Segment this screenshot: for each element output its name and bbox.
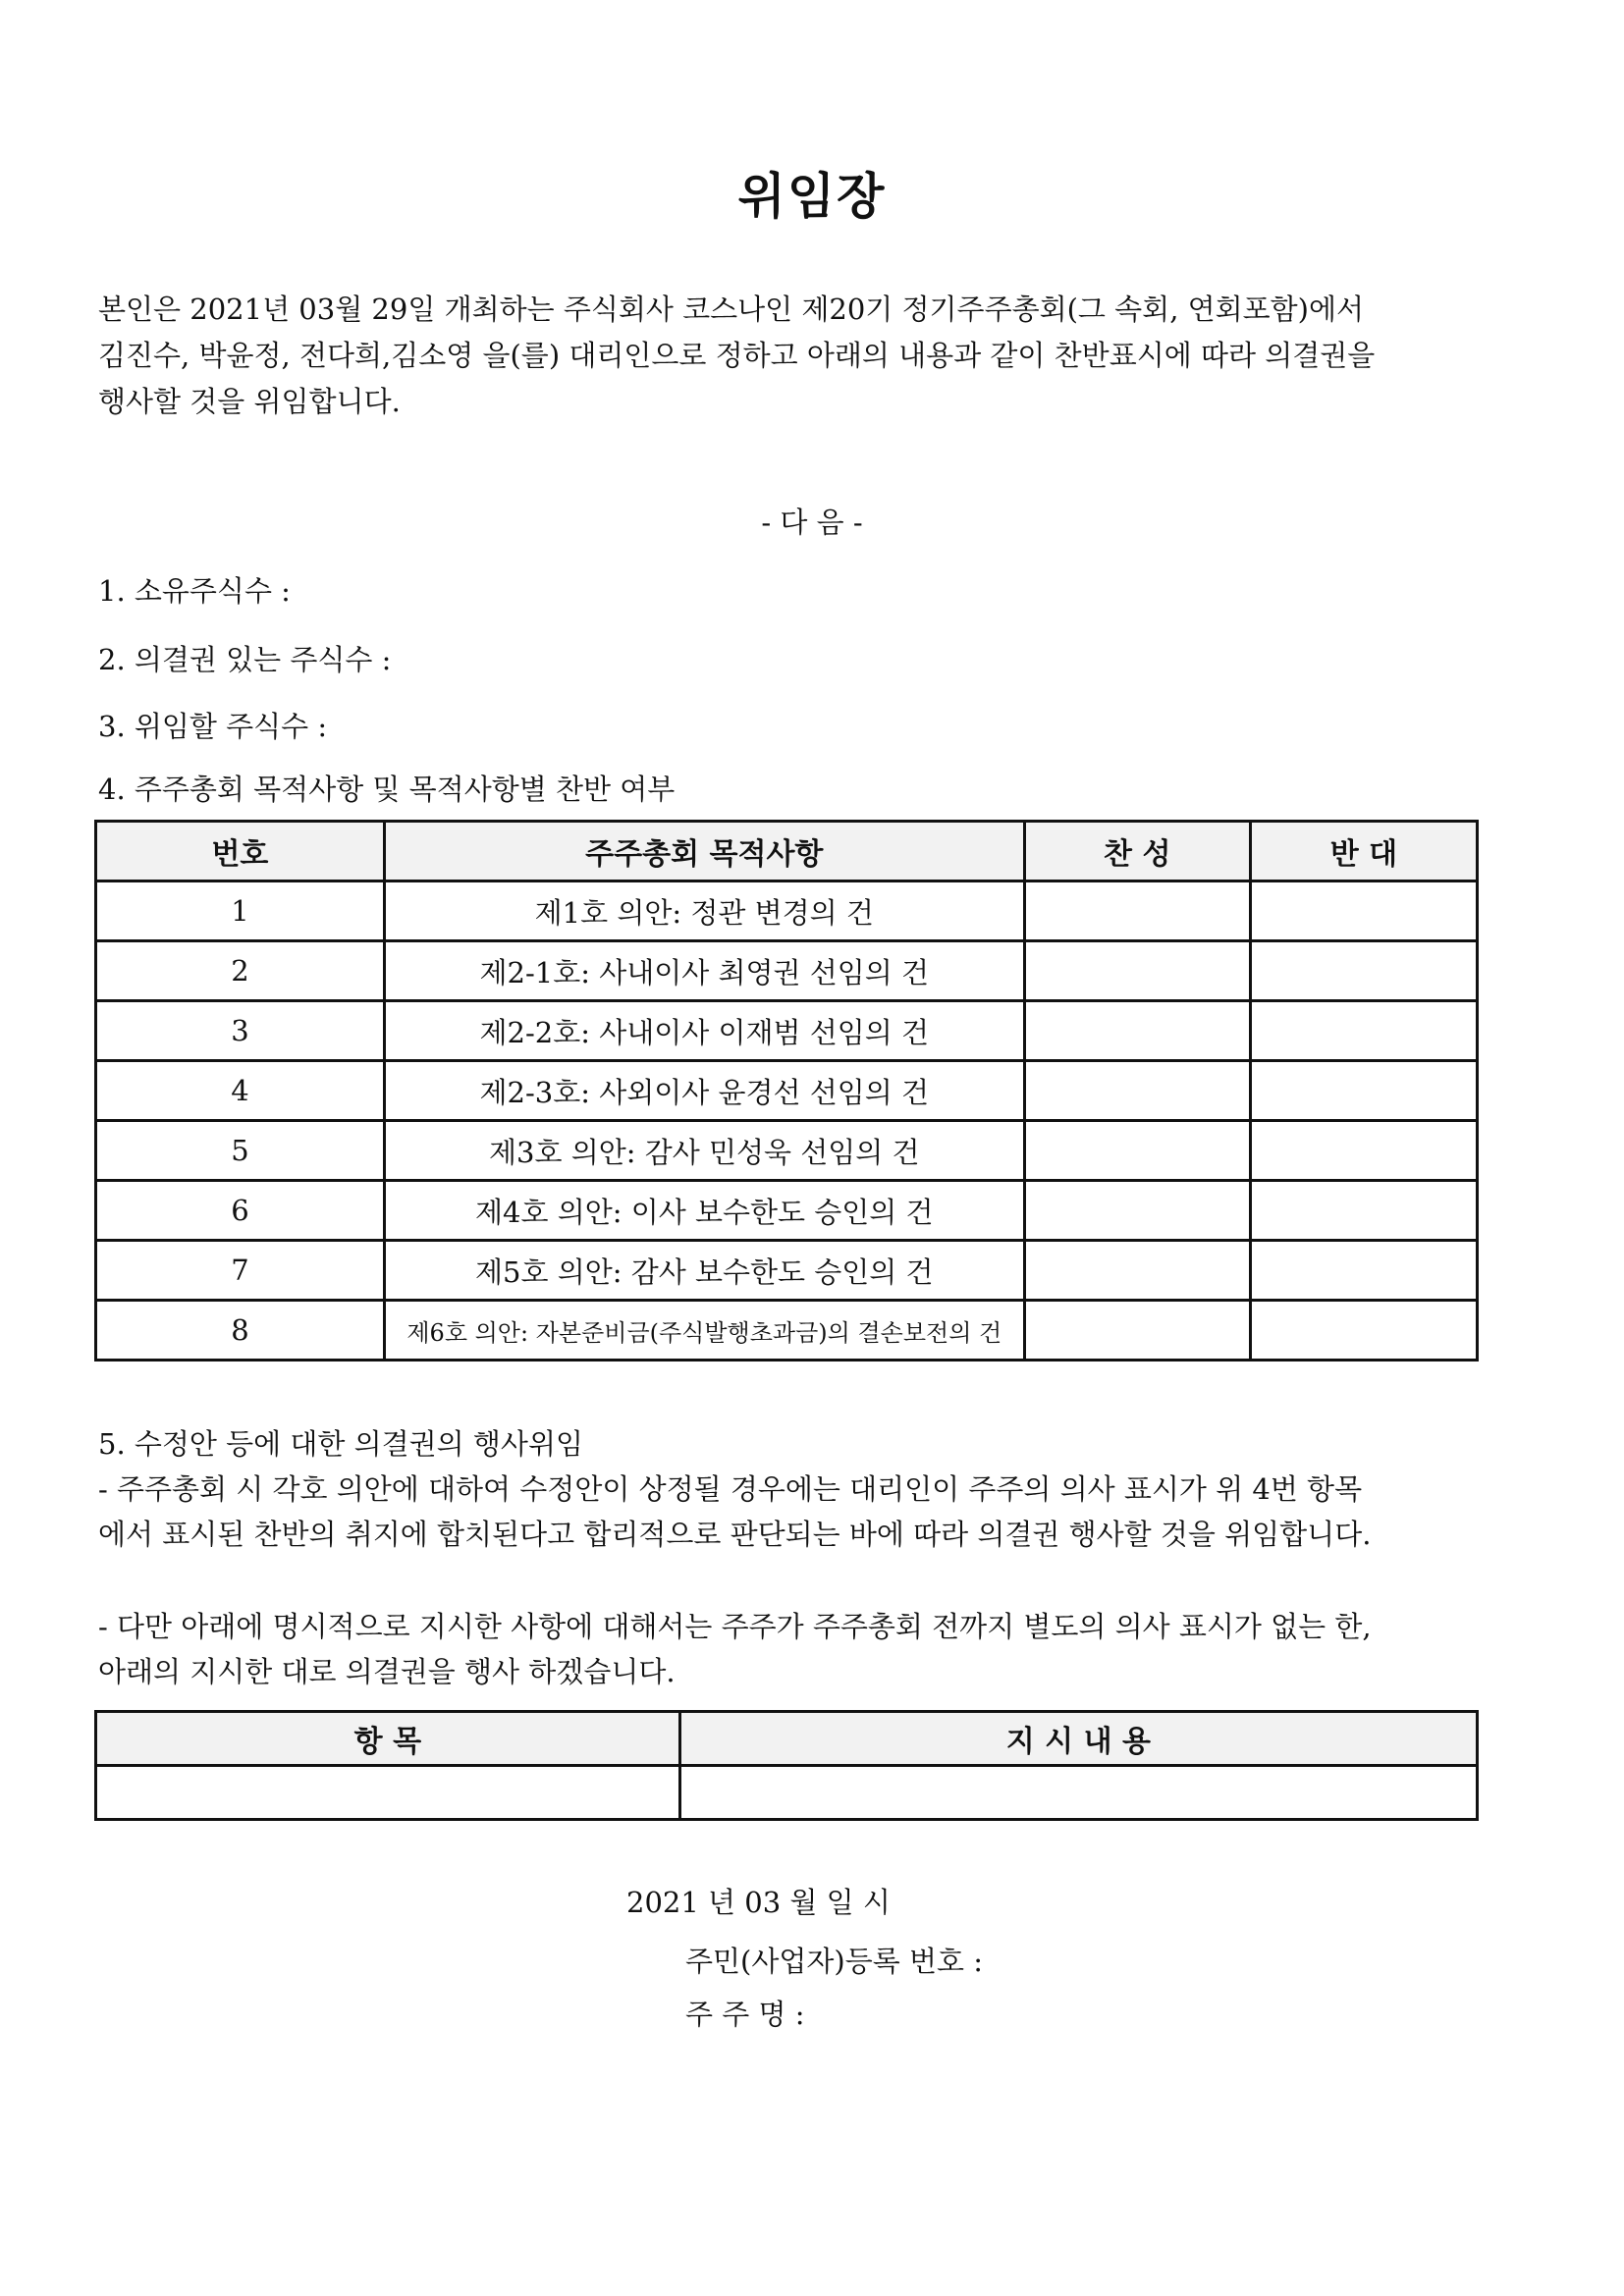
intro-line: 본인은 2021년 03월 29일 개최하는 주식회사 코스나인 제20기 정기주주총회(그 속회, 연회포함)에서: [98, 293, 1365, 326]
section-5-heading: 5. 수정안 등에 대한 의결권의 행사위임: [98, 1427, 583, 1461]
row-number: 6: [96, 1181, 385, 1241]
for-cell[interactable]: [1024, 881, 1250, 941]
row-subject: 제2-3호: 사외이사 윤경선 선임의 건: [384, 1061, 1024, 1121]
agenda-header-row: [96, 822, 1478, 881]
document-title: 위임장: [737, 168, 887, 225]
for-cell[interactable]: [1024, 1181, 1250, 1241]
row-subject: 제1호 의안: 정관 변경의 건: [384, 881, 1024, 941]
header-subject: 주주총회 목적사항: [384, 822, 1024, 881]
section-5-para2-line: - 다만 아래에 명시적으로 지시한 사항에 대해서는 주주가 주주총회 전까지 별도의 의사 표시가 없는 한,: [98, 1610, 1372, 1643]
table-row: [96, 1121, 1478, 1181]
table-row: [96, 1001, 1478, 1061]
intro-paragraph: [98, 287, 1492, 425]
agenda-table: [94, 820, 1479, 1362]
item-delegated-shares: 3. 위임할 주식수 :: [98, 710, 328, 743]
row-number: 7: [96, 1241, 385, 1301]
header-instruction: 지 시 내 용: [679, 1712, 1477, 1766]
header-number: 번호: [96, 822, 385, 881]
section-5-para1-line: 에서 표시된 찬반의 취지에 합치된다고 합리적으로 판단되는 바에 따라 의결권 행사할 것을 위임합니다.: [98, 1518, 1372, 1551]
section-5-para1-line: - 주주총회 시 각호 의안에 대하여 수정안이 상정될 경우에는 대리인이 주주의 의사 표시가 위 4번 항목: [98, 1472, 1363, 1506]
instruction-header-row: [96, 1712, 1478, 1766]
against-cell[interactable]: [1250, 1001, 1477, 1061]
for-cell[interactable]: [1024, 1241, 1250, 1301]
item-voting-shares: 2. 의결권 있는 주식수 :: [98, 643, 392, 676]
row-subject: 제4호 의안: 이사 보수한도 승인의 건: [384, 1181, 1024, 1241]
row-subject: 제5호 의안: 감사 보수한도 승인의 건: [384, 1241, 1024, 1301]
against-cell[interactable]: [1250, 1241, 1477, 1301]
section-5-para2-line: 아래의 지시한 대로 의결권을 행사 하겠습니다.: [98, 1655, 676, 1688]
row-number: 1: [96, 881, 385, 941]
row-subject: 제3호 의안: 감사 민성욱 선임의 건: [384, 1121, 1024, 1181]
item-agenda-heading: 4. 주주총회 목적사항 및 목적사항별 찬반 여부: [98, 773, 676, 806]
row-number: 5: [96, 1121, 385, 1181]
for-cell[interactable]: [1024, 1061, 1250, 1121]
instruction-table: [94, 1710, 1479, 1821]
header-item: 항 목: [96, 1712, 680, 1766]
row-number: 2: [96, 941, 385, 1001]
row-number: 8: [96, 1301, 385, 1361]
for-cell[interactable]: [1024, 1121, 1250, 1181]
item-owned-shares: 1. 소유주식수 :: [98, 574, 291, 608]
section-5: [98, 1421, 1512, 1694]
table-row: [96, 881, 1478, 941]
center-heading: - 다 음 -: [761, 506, 863, 539]
row-subject: 제6호 의안: 자본준비금(주식발행초과금)의 결손보전의 건: [384, 1301, 1024, 1361]
table-row: [96, 1181, 1478, 1241]
item-cell[interactable]: [96, 1766, 680, 1820]
against-cell[interactable]: [1250, 1181, 1477, 1241]
table-row: [96, 1061, 1478, 1121]
instruction-cell[interactable]: [679, 1766, 1477, 1820]
table-row: [96, 941, 1478, 1001]
against-cell[interactable]: [1250, 1121, 1477, 1181]
table-row: [96, 1301, 1478, 1361]
signature-date: 2021 년 03 월 일 시: [626, 1886, 891, 1919]
intro-line: 행사할 것을 위임합니다.: [98, 385, 401, 418]
header-for: 찬 성: [1024, 822, 1250, 881]
row-subject: 제2-1호: 사내이사 최영권 선임의 건: [384, 941, 1024, 1001]
for-cell[interactable]: [1024, 1001, 1250, 1061]
intro-line: 김진수, 박윤정, 전다희,김소영 을(를) 대리인으로 정하고 아래의 내용과 같이 찬반표시에 따라 의결권을: [98, 339, 1376, 372]
header-against: 반 대: [1250, 822, 1477, 881]
table-row: [96, 1241, 1478, 1301]
against-cell[interactable]: [1250, 881, 1477, 941]
spacer: [98, 1557, 1512, 1604]
row-number: 3: [96, 1001, 385, 1061]
shareholder-name-label: 주 주 명 :: [685, 1998, 805, 2031]
against-cell[interactable]: [1250, 941, 1477, 1001]
against-cell[interactable]: [1250, 1061, 1477, 1121]
table-row: [96, 1766, 1478, 1820]
against-cell[interactable]: [1250, 1301, 1477, 1361]
registration-number-label: 주민(사업자)등록 번호 :: [685, 1945, 983, 1978]
row-number: 4: [96, 1061, 385, 1121]
row-subject: 제2-2호: 사내이사 이재범 선임의 건: [384, 1001, 1024, 1061]
for-cell[interactable]: [1024, 941, 1250, 1001]
for-cell[interactable]: [1024, 1301, 1250, 1361]
